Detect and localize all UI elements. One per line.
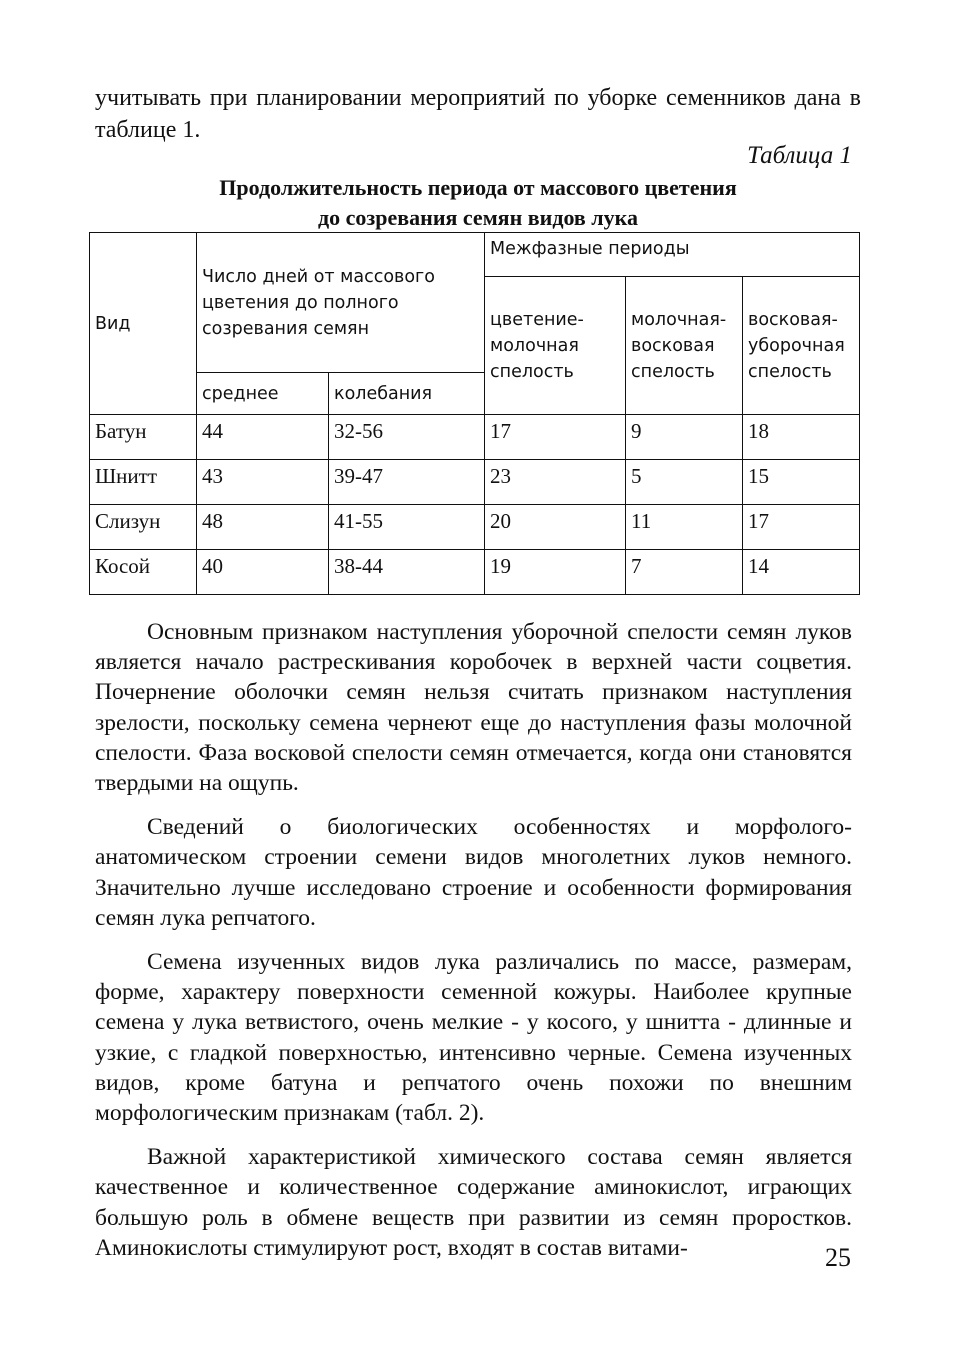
table-label: Таблица 1 (747, 142, 852, 169)
cell-period-2: 5 (626, 460, 743, 505)
cell-mean: 43 (197, 460, 329, 505)
cell-range: 32-56 (329, 415, 485, 460)
cell-period-1: 19 (485, 550, 626, 595)
header-interphase-group: Межфазные периоды (485, 233, 860, 277)
header-period-flowering-milk: цветение-молочная спелость (485, 277, 626, 415)
cell-period-2: 11 (626, 505, 743, 550)
cell-range: 38-44 (329, 550, 485, 595)
table-header-row-1 (90, 233, 860, 277)
paragraph-seed-structure: Сведений о биологических особенностях и морфолого-анатомическом строении семени видов многолетних луков немного. Значительно лучше исследовано строение и особенности формирования семян лука репчатого. (95, 814, 852, 931)
paragraph-amino-acids: Важной характеристикой химического состава семян является качественное и количественное содержание аминокислот, играющих большую роль в обмене веществ при развитии из семян проростков. Аминокислоты стимулируют рост, входят в состав витами- (95, 1144, 852, 1261)
body-text (95, 617, 852, 1277)
cell-mean: 48 (197, 505, 329, 550)
header-period-milk-wax: молочная-восковая спелость (626, 277, 743, 415)
header-species: Вид (90, 233, 197, 415)
table-row (90, 460, 860, 505)
cell-species: Шнитт (90, 460, 197, 505)
cell-period-3: 15 (743, 460, 860, 505)
cell-range: 39-47 (329, 460, 485, 505)
cell-range: 41-55 (329, 505, 485, 550)
cell-species: Слизун (90, 505, 197, 550)
header-period-wax-harvest: восковая-уборочная спелость (743, 277, 860, 415)
cell-period-1: 23 (485, 460, 626, 505)
cell-period-1: 20 (485, 505, 626, 550)
table-row (90, 550, 860, 595)
paragraph-seed-appearance: Семена изученных видов лука различались по массе, размерам, форме, характеру поверхности семенной кожуры. Наиболее крупные семена у лука ветвистого, очень мелкие - у косого, у шнитта - длинные и узкие, с гладкой поверхностью, интенсивно черные. Семена изученных видов, кроме батуна и репчатого очень похожи по внешним морфологическим признакам (табл. 2). (95, 949, 852, 1127)
header-mean: среднее (197, 373, 329, 415)
cell-mean: 44 (197, 415, 329, 460)
cell-period-2: 7 (626, 550, 743, 595)
cell-period-1: 17 (485, 415, 626, 460)
header-days-group: Число дней от массового цветения до полного созревания семян (197, 233, 485, 373)
table-title-line-2: до созревания семян видов лука (318, 205, 638, 230)
cell-period-3: 14 (743, 550, 860, 595)
cell-species: Косой (90, 550, 197, 595)
paragraph-ripeness-signs: Основным признаком наступления уборочной спелости семян луков является начало растрескивания коробочек в верхней части соцветия. Почернение оболочки семян нельзя считать признаком наступления зрелости, поскольку семена чернеют еще до наступления фазы молочной спелости. Фаза восковой спелости семян отмечается, когда они становятся твердыми на ощупь. (95, 619, 852, 797)
table-row (90, 505, 860, 550)
table-row (90, 415, 860, 460)
cell-mean: 40 (197, 550, 329, 595)
intro-text: учитывать при планировании мероприятий по уборке семенников дана в таблице 1. (95, 85, 861, 143)
table-title-line-1: Продолжительность периода от массового цветения (219, 175, 737, 200)
cell-period-3: 17 (743, 505, 860, 550)
cell-period-2: 9 (626, 415, 743, 460)
header-range: колебания (329, 373, 485, 415)
seed-ripening-table (89, 232, 860, 595)
page-number: 25 (825, 1243, 851, 1272)
cell-species: Батун (90, 415, 197, 460)
table-title (90, 173, 866, 233)
cell-period-3: 18 (743, 415, 860, 460)
